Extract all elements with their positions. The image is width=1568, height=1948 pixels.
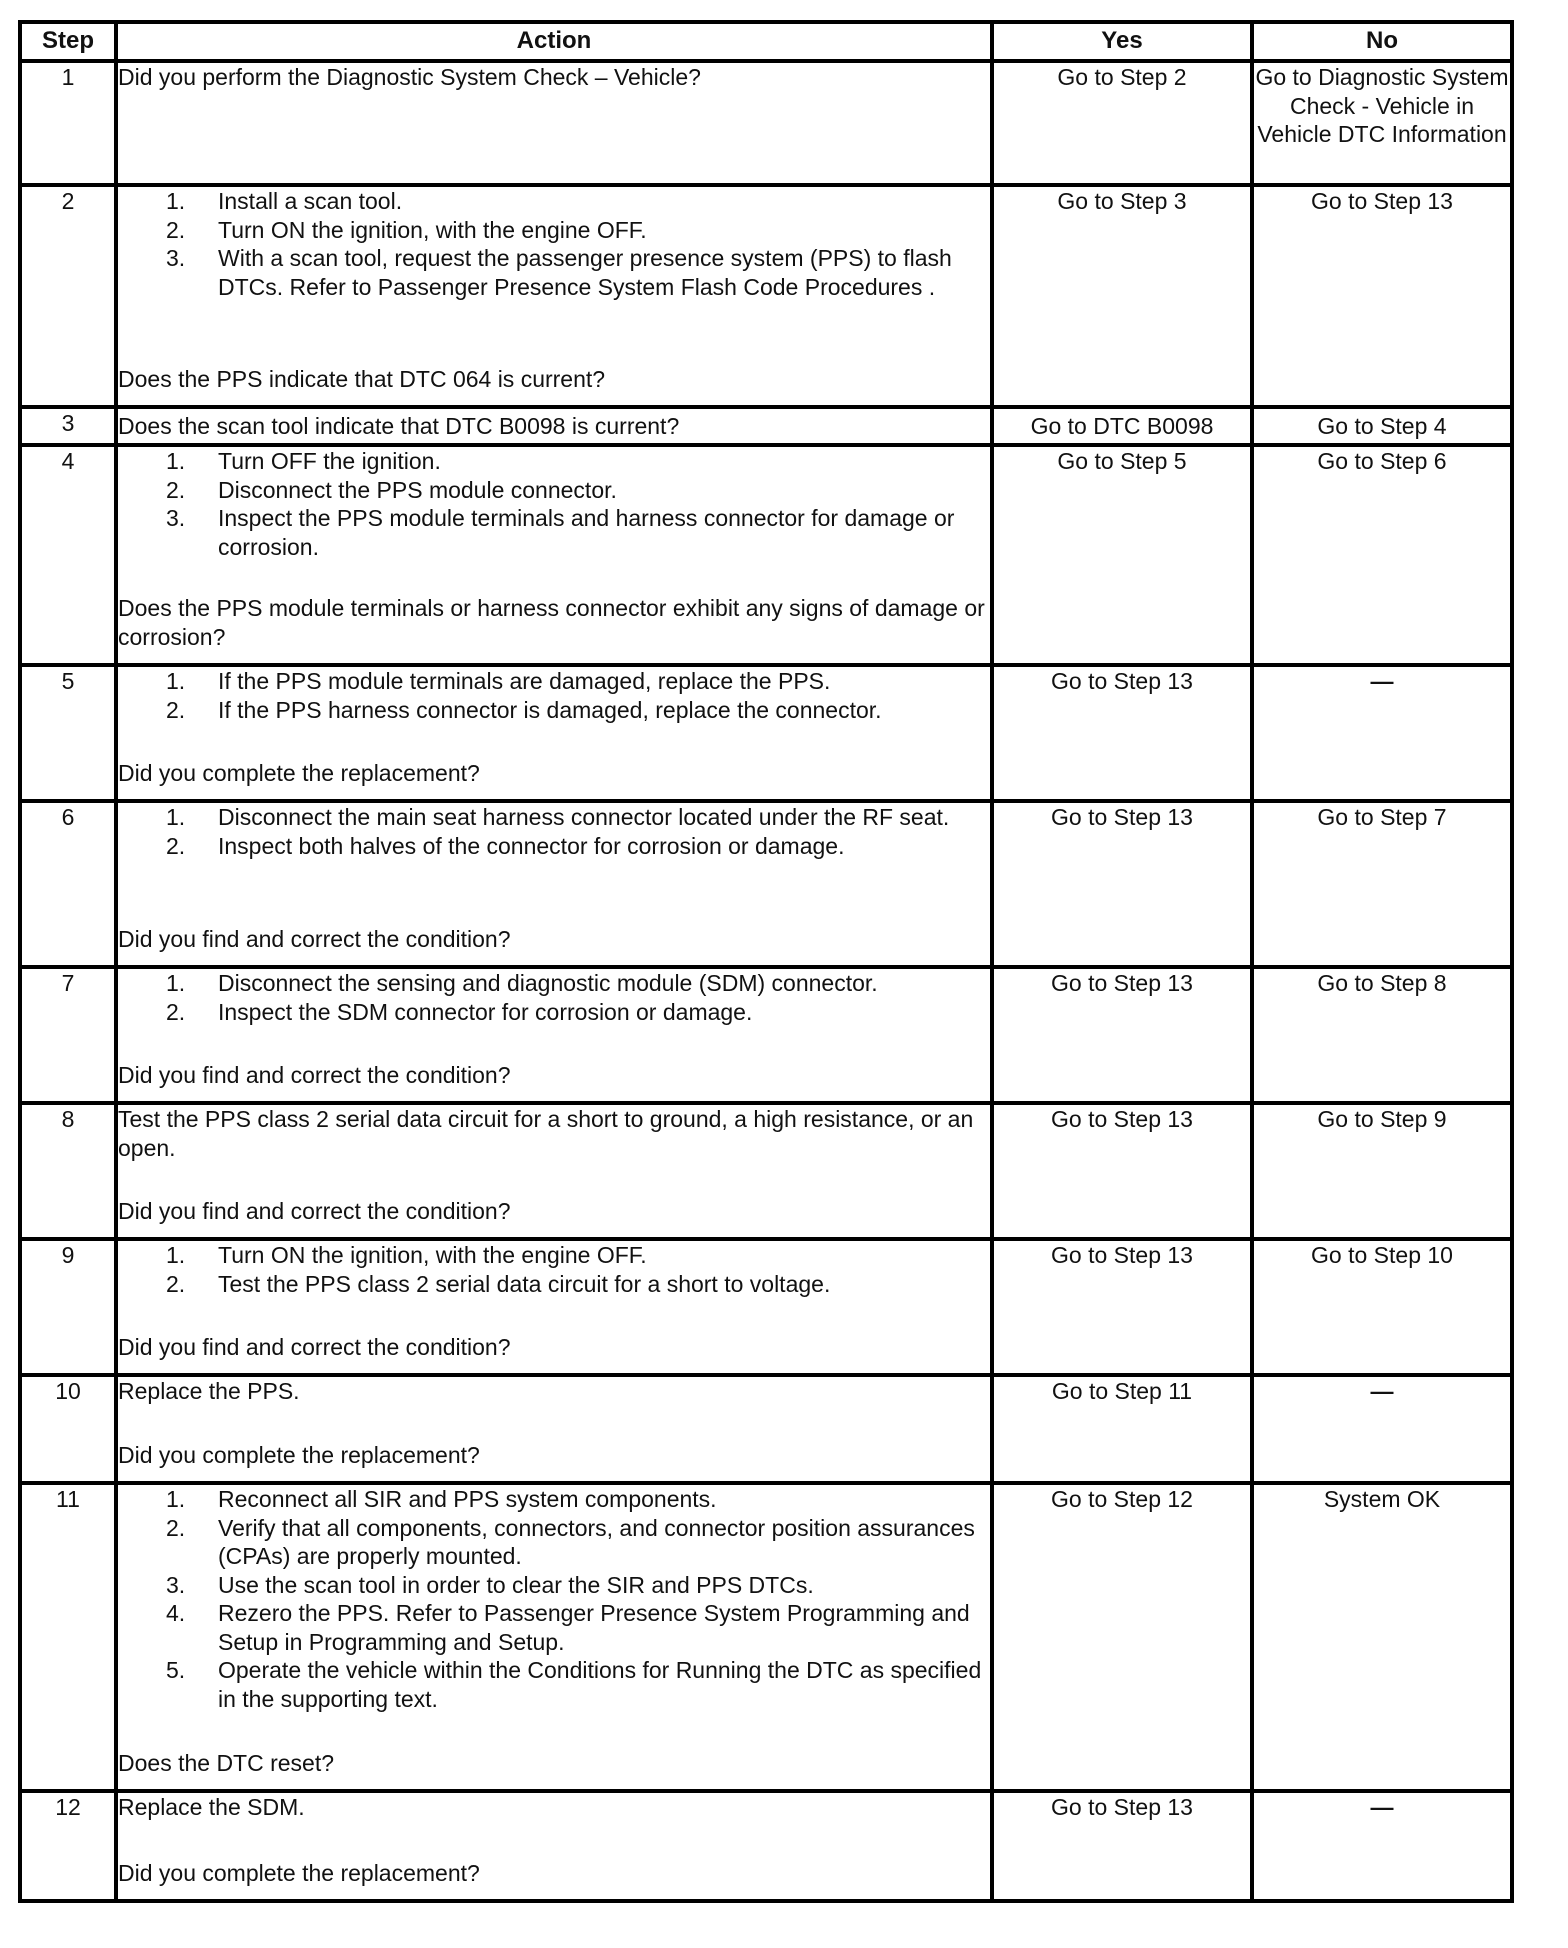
action-question: Did you find and correct the condition? — [118, 1061, 511, 1088]
action-question: Did you complete the replacement? — [118, 1441, 480, 1468]
list-item-number: 1. — [166, 804, 186, 830]
step-number: 12 — [20, 1791, 116, 1901]
table-row — [20, 185, 1512, 407]
table-row — [20, 1239, 1512, 1375]
action-steps-list — [118, 1241, 990, 1298]
list-item — [118, 216, 990, 245]
action-cell — [116, 185, 992, 407]
yes-result: Go to Step 12 — [992, 1483, 1252, 1791]
step-number: 9 — [20, 1239, 116, 1375]
yes-result: Go to Step 3 — [992, 185, 1252, 407]
action-content — [118, 667, 990, 789]
table-row — [20, 445, 1512, 665]
yes-result: Go to Step 2 — [992, 61, 1252, 185]
list-item — [118, 667, 990, 696]
list-item-text: Rezero the PPS. Refer to Passenger Presence System Programming and Setup in Programming and Setup. — [218, 1600, 970, 1655]
diagnostic-table — [18, 20, 1514, 1903]
list-item — [118, 1485, 990, 1514]
step-number: 2 — [20, 185, 116, 407]
list-item — [118, 504, 990, 561]
action-text: Did you perform the Diagnostic System Check – Vehicle? — [118, 64, 701, 90]
table-row — [20, 61, 1512, 185]
step-number: 5 — [20, 665, 116, 801]
yes-result: Go to Step 5 — [992, 445, 1252, 665]
action-steps-list — [118, 969, 990, 1026]
header-action: Action — [116, 22, 992, 61]
yes-result: Go to Step 13 — [992, 1791, 1252, 1901]
list-item-number: 1. — [166, 1486, 186, 1512]
no-result: Go to Step 7 — [1252, 801, 1512, 967]
table-row — [20, 801, 1512, 967]
header-step: Step — [20, 22, 116, 61]
yes-result: Go to Step 13 — [992, 1103, 1252, 1239]
list-item — [118, 998, 990, 1027]
list-item-text: Test the PPS class 2 serial data circuit for a short to voltage. — [218, 1270, 831, 1297]
action-content — [118, 1241, 990, 1363]
action-content — [118, 187, 990, 395]
list-item-text: Install a scan tool. — [218, 188, 403, 214]
list-item — [118, 969, 990, 998]
action-content — [118, 803, 990, 955]
action-steps-list — [118, 447, 990, 561]
no-result: Go to Step 8 — [1252, 967, 1512, 1103]
action-content — [118, 63, 990, 173]
no-result: Go to Step 9 — [1252, 1103, 1512, 1239]
action-steps-list — [118, 187, 990, 301]
action-question: Did you complete the replacement? — [118, 759, 480, 786]
list-item-number: 3. — [166, 1571, 186, 1598]
action-content — [118, 969, 990, 1091]
list-item-text: Reconnect all SIR and PPS system components. — [218, 1486, 717, 1512]
list-item — [118, 244, 990, 301]
step-number: 3 — [20, 407, 116, 445]
no-result: Go to Step 13 — [1252, 185, 1512, 407]
step-number: 11 — [20, 1483, 116, 1791]
list-item-text: Disconnect the PPS module connector. — [218, 476, 617, 503]
table-body — [20, 61, 1512, 1901]
yes-result: Go to Step 11 — [992, 1375, 1252, 1483]
action-cell — [116, 801, 992, 967]
list-item-text: Inspect the PPS module terminals and harness connector for damage or corrosion. — [218, 505, 955, 560]
yes-result: Go to Step 13 — [992, 665, 1252, 801]
action-question: Did you find and correct the condition? — [118, 1333, 511, 1360]
list-item-number: 1. — [166, 668, 186, 694]
action-content — [118, 1377, 990, 1471]
list-item-number: 3. — [166, 505, 186, 531]
step-number: 7 — [20, 967, 116, 1103]
action-steps-list — [118, 667, 990, 724]
list-item-text: Disconnect the sensing and diagnostic module (SDM) connector. — [218, 970, 878, 996]
no-result: — — [1252, 665, 1512, 801]
list-item-number: 1. — [166, 188, 186, 214]
action-cell — [116, 1791, 992, 1901]
yes-result: Go to Step 13 — [992, 801, 1252, 967]
list-item-text: If the PPS module terminals are damaged, replace the PPS. — [218, 668, 831, 694]
action-content — [118, 447, 990, 653]
list-item — [118, 476, 990, 505]
action-text: Does the scan tool indicate that DTC B0098 is current? — [118, 412, 680, 439]
step-number: 8 — [20, 1103, 116, 1239]
table-row — [20, 1103, 1512, 1239]
list-item-number: 1. — [166, 1242, 186, 1268]
no-result: Go to Step 6 — [1252, 445, 1512, 665]
action-text: Replace the PPS. — [118, 1378, 300, 1404]
table-row — [20, 407, 1512, 445]
step-number: 1 — [20, 61, 116, 185]
list-item-number: 2. — [166, 476, 186, 503]
list-item — [118, 447, 990, 476]
table-row — [20, 665, 1512, 801]
action-cell — [116, 407, 992, 445]
list-item — [118, 1599, 990, 1656]
list-item-number: 1. — [166, 448, 186, 474]
action-cell — [116, 61, 992, 185]
list-item — [118, 187, 990, 216]
list-item-number: 3. — [166, 245, 186, 271]
no-result: Go to Step 4 — [1252, 407, 1512, 445]
table-row — [20, 1791, 1512, 1901]
list-item-text: Operate the vehicle within the Conditions for Running the DTC as specified in the supporting text. — [218, 1657, 982, 1712]
action-text: Replace the SDM. — [118, 1794, 305, 1820]
list-item-number: 5. — [166, 1657, 186, 1683]
list-item-text: Verify that all components, connectors, and connector position assurances (CPAs) are properly mounted. — [218, 1514, 975, 1569]
no-result: Go to Step 10 — [1252, 1239, 1512, 1375]
no-result: — — [1252, 1375, 1512, 1483]
yes-result: Go to DTC B0098 — [992, 407, 1252, 445]
yes-result: Go to Step 13 — [992, 1239, 1252, 1375]
list-item-number: 2. — [166, 832, 186, 859]
action-content — [118, 1793, 990, 1889]
action-steps-list — [118, 803, 990, 860]
list-item-text: With a scan tool, request the passenger presence system (PPS) to flash DTCs. Refer to Passenger Presence System Flash Code Procedures . — [218, 245, 952, 300]
list-item — [118, 696, 990, 725]
list-item — [118, 1656, 990, 1713]
action-content — [118, 1105, 990, 1227]
list-item — [118, 803, 990, 832]
list-item-text: Turn OFF the ignition. — [218, 448, 441, 474]
list-item — [118, 1514, 990, 1571]
list-item-text: Use the scan tool in order to clear the SIR and PPS DTCs. — [218, 1571, 814, 1598]
action-cell — [116, 1375, 992, 1483]
list-item-text: Inspect both halves of the connector for corrosion or damage. — [218, 832, 845, 859]
table-row — [20, 1483, 1512, 1791]
action-cell — [116, 445, 992, 665]
step-number: 6 — [20, 801, 116, 967]
list-item-text: Turn ON the ignition, with the engine OFF. — [218, 216, 647, 243]
header-row — [20, 22, 1512, 61]
action-content — [118, 1485, 990, 1779]
action-cell — [116, 1239, 992, 1375]
no-result: System OK — [1252, 1483, 1512, 1791]
list-item — [118, 1571, 990, 1600]
list-item-text: Turn ON the ignition, with the engine OFF. — [218, 1242, 647, 1268]
list-item-number: 2. — [166, 998, 186, 1025]
no-result: Go to Diagnostic System Check - Vehicle in Vehicle DTC Information — [1252, 61, 1512, 185]
action-content — [118, 412, 990, 441]
action-text: Test the PPS class 2 serial data circuit for a short to ground, a high resistance, or an open. — [118, 1106, 974, 1161]
action-question: Did you find and correct the condition? — [118, 925, 511, 952]
list-item-number: 2. — [166, 696, 186, 723]
no-result: — — [1252, 1791, 1512, 1901]
list-item-text: Disconnect the main seat harness connector located under the RF seat. — [218, 804, 950, 830]
header-yes: Yes — [992, 22, 1252, 61]
header-no: No — [1252, 22, 1512, 61]
list-item-text: Inspect the SDM connector for corrosion or damage. — [218, 998, 753, 1025]
yes-result: Go to Step 13 — [992, 967, 1252, 1103]
action-cell — [116, 1103, 992, 1239]
step-number: 10 — [20, 1375, 116, 1483]
action-cell — [116, 967, 992, 1103]
list-item — [118, 832, 990, 861]
list-item — [118, 1270, 990, 1299]
table-row — [20, 1375, 1512, 1483]
table-row — [20, 967, 1512, 1103]
list-item-number: 2. — [166, 1270, 186, 1297]
list-item-number: 1. — [166, 970, 186, 996]
action-cell — [116, 1483, 992, 1791]
list-item-number: 2. — [166, 1514, 186, 1541]
step-number: 4 — [20, 445, 116, 665]
list-item-number: 4. — [166, 1600, 186, 1626]
action-cell — [116, 665, 992, 801]
action-question: Did you find and correct the condition? — [118, 1197, 511, 1224]
list-item-number: 2. — [166, 216, 186, 243]
action-question: Does the PPS module terminals or harness connector exhibit any signs of damage or corrosion? — [118, 595, 985, 650]
list-item-text: If the PPS harness connector is damaged, replace the connector. — [218, 696, 882, 723]
action-question: Does the DTC reset? — [118, 1749, 335, 1776]
action-question: Does the PPS indicate that DTC 064 is current? — [118, 365, 606, 392]
list-item — [118, 1241, 990, 1270]
action-steps-list — [118, 1485, 990, 1713]
action-question: Did you complete the replacement? — [118, 1859, 480, 1886]
